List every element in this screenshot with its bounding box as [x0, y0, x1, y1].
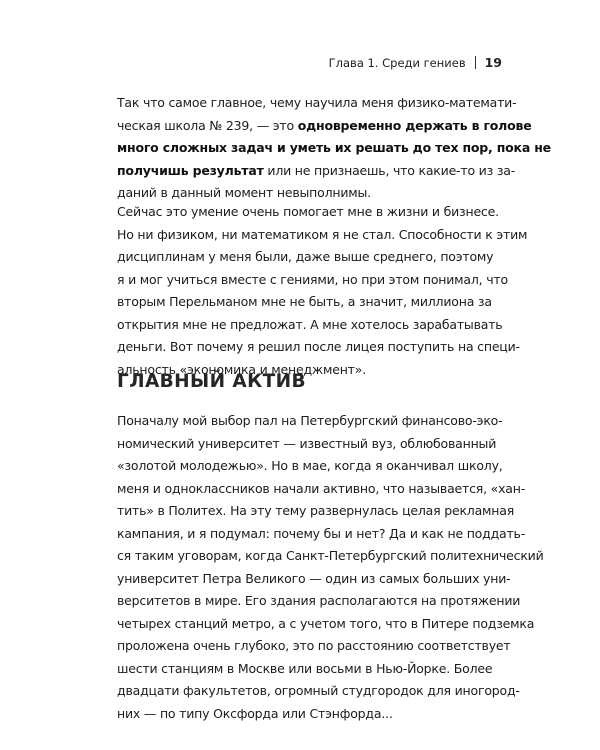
text-line: тить» в Политех. На эту тему развернулась целая рекламная	[117, 503, 515, 518]
chapter-title: Глава 1. Среди гениев	[328, 55, 466, 70]
text-line: меня и одноклассников начали активно, что называется, «хан-	[117, 480, 526, 496]
paragraph-1	[117, 92, 551, 205]
text-line: получишь результат или не признаешь, что какие-то из за-	[117, 162, 516, 178]
text-line: них — по типу Оксфорда или Стэнфорда...	[117, 705, 393, 721]
text-line: проложена очень глубоко, это по расстоянию соответствует	[117, 638, 511, 653]
text-line: Поначалу мой выбор пал на Петербургский финансово-эко-	[117, 413, 503, 428]
text-line: альность «экономика и менеджмент».	[117, 361, 366, 377]
text-line: верситетов в мире. Его здания располагаются на протяжении	[117, 593, 521, 608]
text-line: номический университет — известный вуз, облюбованный	[117, 435, 497, 451]
text-line: четырех станций метро, а с учетом того, что в Питере подземка	[117, 615, 535, 631]
paragraph-2	[117, 201, 528, 381]
text-line: дисциплинам у меня были, даже выше среднего, поэтому	[117, 249, 494, 264]
text-line	[117, 137, 551, 160]
header-divider	[475, 56, 476, 69]
text-line: ческая школа № 239, — это одновременно держать в голове	[117, 117, 532, 133]
paragraph-3	[117, 410, 544, 725]
text-line: Сейчас это умение очень помогает мне в жизни и бизнесе.	[117, 204, 499, 219]
text-line: вторым Перельманом мне не быть, а значит, миллиона за	[117, 294, 492, 309]
text-line: деньги. Вот почему я решил после лицея поступить на специ-	[117, 339, 520, 354]
text-line: двадцати факультетов, огромный студгородок для иногород-	[117, 683, 520, 698]
section-heading: ГЛАВНЫЙ АКТИВ	[117, 371, 306, 392]
text-line: я и мог учиться вместе с гениями, но при этом понимал, что	[117, 271, 508, 287]
running-head	[329, 55, 502, 70]
emphasis: одновременно держать в голове	[297, 117, 532, 133]
text-line: Но ни физиком, ни математиком я не стал. Способности к этим	[117, 226, 528, 242]
text-line: Так что самое главное, чему научила меня физико-математи-	[117, 95, 517, 110]
text-line: даний в данный момент невыполнимы.	[117, 185, 371, 200]
emphasis: много сложных задач и уметь их решать до тех пор, пока не	[117, 140, 551, 155]
emphasis: получишь результат	[117, 162, 264, 178]
text-line: «золотой молодежью». Но в мае, когда я оканчивал школу,	[117, 458, 503, 473]
text-line: ся таким уговорам, когда Санкт-Петербургский политехнический	[117, 548, 544, 563]
text-line: открытия мне не предложат. А мне хотелось зарабатывать	[117, 316, 503, 332]
text-line: шести станциям в Москве или восьми в Нью-Йорке. Более	[117, 660, 493, 676]
page-number: 19	[484, 55, 502, 70]
text-line: кампания, и я подумал: почему бы и нет? Да и как не поддать-	[117, 525, 526, 541]
text-line: университет Петра Великого — один из самых больших уни-	[117, 570, 511, 586]
